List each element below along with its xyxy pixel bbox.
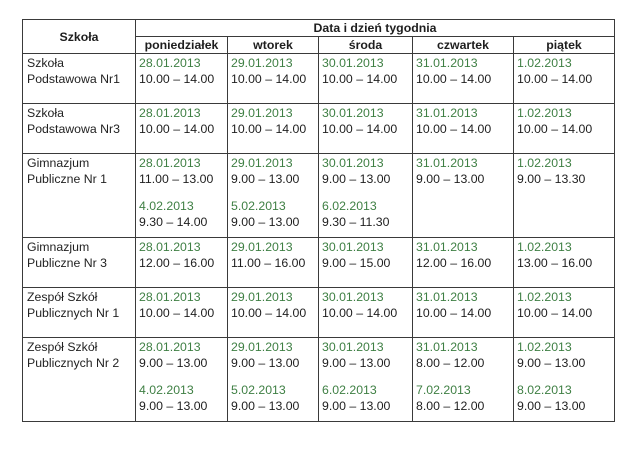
school-name-line: Zespół Szkół xyxy=(27,290,98,304)
session-hours: 8.00 – 12.00 xyxy=(416,399,485,413)
session-hours: 10.00 – 14.00 xyxy=(139,122,215,136)
session-date: 1.02.2013 xyxy=(517,240,572,254)
school-name-line: Publicznych Nr 1 xyxy=(27,306,120,320)
session-date: 1.02.2013 xyxy=(517,56,572,70)
session-date: 31.01.2013 xyxy=(416,56,478,70)
school-name-cell xyxy=(23,338,136,422)
day-cell xyxy=(136,104,228,154)
session-date: 1.02.2013 xyxy=(517,156,572,170)
date-group-header: Data i dzień tygodnia xyxy=(136,20,615,37)
day-cell xyxy=(228,238,319,288)
session-hours: 10.00 – 14.00 xyxy=(517,306,593,320)
schedule-body xyxy=(23,54,615,422)
entry-spacer xyxy=(231,371,318,382)
session-hours: 10.00 – 14.00 xyxy=(416,122,492,136)
school-name-line: Gimnazjum xyxy=(27,240,90,254)
session-hours: 9.00 – 13.00 xyxy=(322,172,391,186)
session-hours: 9.00 – 13.00 xyxy=(517,356,586,370)
day-cell xyxy=(319,338,413,422)
day-cell xyxy=(228,154,319,238)
session-date: 30.01.2013 xyxy=(322,56,384,70)
session-date: 28.01.2013 xyxy=(139,56,201,70)
session-hours: 9.00 – 13.00 xyxy=(139,399,208,413)
session-hours: 9.00 – 13.00 xyxy=(139,356,208,370)
day-cell xyxy=(514,288,615,338)
school-name-line: Gimnazjum xyxy=(27,156,90,170)
day-header-monday: poniedziałek xyxy=(136,37,228,54)
session-date: 6.02.2013 xyxy=(322,383,377,397)
session-date: 5.02.2013 xyxy=(231,199,286,213)
session-hours: 10.00 – 14.00 xyxy=(517,72,593,86)
school-name-cell xyxy=(23,238,136,288)
session-date: 30.01.2013 xyxy=(322,240,384,254)
day-cell xyxy=(228,288,319,338)
day-cell xyxy=(319,288,413,338)
session-date: 7.02.2013 xyxy=(416,383,471,397)
day-header-thursday: czwartek xyxy=(413,37,514,54)
schedule-table xyxy=(22,19,615,422)
session-date: 28.01.2013 xyxy=(139,340,201,354)
entry-spacer xyxy=(517,371,614,382)
header-row-top xyxy=(23,20,615,37)
day-cell xyxy=(319,238,413,288)
table-row xyxy=(23,54,615,104)
day-cell xyxy=(228,104,319,154)
school-name-line: Zespół Szkół xyxy=(27,340,98,354)
session-hours: 12.00 – 16.00 xyxy=(416,256,492,270)
session-date: 5.02.2013 xyxy=(231,383,286,397)
session-hours: 9.00 – 13.00 xyxy=(322,399,391,413)
day-cell xyxy=(413,288,514,338)
session-hours: 11.00 – 16.00 xyxy=(231,256,306,270)
day-header-wednesday: środa xyxy=(319,37,413,54)
day-cell xyxy=(136,288,228,338)
entry-spacer xyxy=(322,371,412,382)
school-name-cell xyxy=(23,54,136,104)
day-cell xyxy=(136,54,228,104)
day-cell xyxy=(228,338,319,422)
session-hours: 9.00 – 13.00 xyxy=(416,172,485,186)
session-date: 31.01.2013 xyxy=(416,240,478,254)
session-date: 4.02.2013 xyxy=(139,383,194,397)
session-hours: 8.00 – 12.00 xyxy=(416,356,485,370)
day-cell xyxy=(514,104,615,154)
session-hours: 9.00 – 13.30 xyxy=(517,172,586,186)
day-cell xyxy=(319,104,413,154)
school-name-cell xyxy=(23,288,136,338)
school-name-line: Publiczne Nr 3 xyxy=(27,256,107,270)
schedule-sheet xyxy=(22,19,614,422)
school-name-cell xyxy=(23,154,136,238)
entry-spacer xyxy=(139,187,227,198)
session-date: 30.01.2013 xyxy=(322,156,384,170)
session-date: 28.01.2013 xyxy=(139,156,201,170)
session-date: 28.01.2013 xyxy=(139,290,201,304)
day-cell xyxy=(413,104,514,154)
session-hours: 10.00 – 14.00 xyxy=(231,72,307,86)
session-date: 30.01.2013 xyxy=(322,340,384,354)
day-cell xyxy=(136,338,228,422)
day-cell xyxy=(514,54,615,104)
session-date: 28.01.2013 xyxy=(139,106,201,120)
table-row xyxy=(23,104,615,154)
session-date: 29.01.2013 xyxy=(231,156,293,170)
school-name-line: Podstawowa Nr3 xyxy=(27,122,120,136)
session-hours: 10.00 – 14.00 xyxy=(139,72,215,86)
session-date: 6.02.2013 xyxy=(322,199,377,213)
session-hours: 10.00 – 14.00 xyxy=(416,72,492,86)
session-date: 1.02.2013 xyxy=(517,290,572,304)
school-name-cell xyxy=(23,104,136,154)
session-hours: 9.00 – 13.00 xyxy=(231,215,300,229)
school-name-line: Publicznych Nr 2 xyxy=(27,356,120,370)
session-hours: 10.00 – 14.00 xyxy=(322,72,398,86)
session-date: 31.01.2013 xyxy=(416,290,478,304)
session-hours: 12.00 – 16.00 xyxy=(139,256,215,270)
session-hours: 10.00 – 14.00 xyxy=(231,306,307,320)
session-hours: 10.00 – 14.00 xyxy=(416,306,492,320)
school-name-line: Szkoła xyxy=(27,56,64,70)
table-row xyxy=(23,288,615,338)
school-name-line: Podstawowa Nr1 xyxy=(27,72,120,86)
session-hours: 9.00 – 15.00 xyxy=(322,256,391,270)
session-hours: 9.00 – 13.00 xyxy=(231,172,300,186)
session-hours: 9.00 – 13.00 xyxy=(231,399,300,413)
session-hours: 10.00 – 14.00 xyxy=(231,122,307,136)
day-cell xyxy=(413,238,514,288)
day-header-friday: piątek xyxy=(514,37,615,54)
session-hours: 9.30 – 11.30 xyxy=(322,215,390,229)
session-hours: 10.00 – 14.00 xyxy=(322,122,398,136)
entry-spacer xyxy=(231,187,318,198)
session-hours: 9.00 – 13.00 xyxy=(231,356,300,370)
session-date: 30.01.2013 xyxy=(322,106,384,120)
school-name-line: Publiczne Nr 1 xyxy=(27,172,107,186)
session-date: 29.01.2013 xyxy=(231,240,293,254)
session-date: 1.02.2013 xyxy=(517,106,572,120)
day-cell xyxy=(136,154,228,238)
day-cell xyxy=(413,154,514,238)
entry-spacer xyxy=(139,371,227,382)
session-date: 29.01.2013 xyxy=(231,56,293,70)
session-date: 8.02.2013 xyxy=(517,383,572,397)
day-cell xyxy=(514,338,615,422)
day-header-tuesday: wtorek xyxy=(228,37,319,54)
table-row xyxy=(23,154,615,238)
table-row xyxy=(23,338,615,422)
session-date: 29.01.2013 xyxy=(231,340,293,354)
session-date: 31.01.2013 xyxy=(416,340,478,354)
session-hours: 13.00 – 16.00 xyxy=(517,256,593,270)
day-cell xyxy=(136,238,228,288)
day-cell xyxy=(514,154,615,238)
session-date: 31.01.2013 xyxy=(416,156,478,170)
session-date: 29.01.2013 xyxy=(231,290,293,304)
day-cell xyxy=(228,54,319,104)
session-date: 31.01.2013 xyxy=(416,106,478,120)
school-name-line: Szkoła xyxy=(27,106,64,120)
session-date: 29.01.2013 xyxy=(231,106,293,120)
session-date: 1.02.2013 xyxy=(517,340,572,354)
session-date: 4.02.2013 xyxy=(139,199,194,213)
entry-spacer xyxy=(322,187,412,198)
entry-spacer xyxy=(416,371,513,382)
session-date: 30.01.2013 xyxy=(322,290,384,304)
session-hours: 10.00 – 14.00 xyxy=(517,122,593,136)
session-hours: 9.00 – 13.00 xyxy=(322,356,391,370)
session-hours: 11.00 – 13.00 xyxy=(139,172,214,186)
session-hours: 10.00 – 14.00 xyxy=(139,306,215,320)
day-cell xyxy=(413,54,514,104)
session-hours: 9.30 – 14.00 xyxy=(139,215,208,229)
day-cell xyxy=(319,154,413,238)
table-row xyxy=(23,238,615,288)
day-cell xyxy=(319,54,413,104)
session-date: 28.01.2013 xyxy=(139,240,201,254)
session-hours: 9.00 – 13.00 xyxy=(517,399,586,413)
day-cell xyxy=(413,338,514,422)
session-hours: 10.00 – 14.00 xyxy=(322,306,398,320)
school-column-header: Szkoła xyxy=(23,20,136,54)
day-cell xyxy=(514,238,615,288)
